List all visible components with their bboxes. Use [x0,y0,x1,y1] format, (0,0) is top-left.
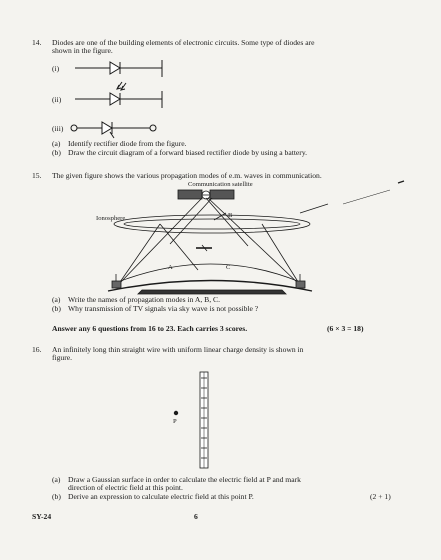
section-marks: (6 × 3 = 18) [327,324,364,333]
q16-sub-a-text-line2: direction of electric field at this point. [68,483,183,492]
point-p-label: P [173,418,177,425]
satellite-label: Communication satellite [188,181,253,188]
footer-page-number: 6 [194,512,198,521]
mode-c-label: C [226,264,231,271]
q14-sub-a-label: (a) [52,139,61,148]
q14-number: 14. [32,38,42,47]
q14-fig-label-i: (i) [52,64,60,73]
q15-sub-a-label: (a) [52,295,61,304]
q15-text-line1: The given figure shows the various propagation modes of e.m. waves in communication. [52,171,322,180]
charged-wire [200,372,208,468]
mode-b-label: B [228,212,233,219]
ionosphere-label: Ionosphere [96,215,126,222]
q15-sub-b-text: Why transmission of TV signals via sky wave is not possible ? [68,304,259,313]
q14-fig-label-iii: (iii) [52,124,64,133]
q16-text-line2: figure. [52,353,73,362]
q14-sub-a-text: Identify rectifier diode from the figure. [68,139,187,148]
point-p-dot [174,411,178,415]
q15-sub-a-text: Write the names of propagation modes in A, B, C. [68,295,220,304]
q14-text-line2: shown in the figure. [52,46,113,55]
footer-code: SY-24 [32,512,52,521]
q16-sub-b-text: Derive an expression to calculate electric field at this point P. [68,492,254,501]
q15-sub-b-label: (b) [52,304,61,313]
section-instruction: Answer any 6 questions from 16 to 23. Each carries 3 scores. [52,324,248,333]
q16-text-line1: An infinitely long thin straight wire with uniform linear charge density is shown in [52,345,304,354]
q15-number: 15. [32,171,42,180]
q14-fig-label-ii: (ii) [52,95,62,104]
q16-marks: (2 + 1) [370,492,391,501]
q14-sub-b-label: (b) [52,148,61,157]
q14-sub-b-text: Draw the circuit diagram of a forward biased rectifier diode by using a battery. [68,148,308,157]
mode-a-label: A [168,264,173,271]
q14-text-line1: Diodes are one of the building elements of electronic circuits. Some type of diodes are [52,38,315,47]
q16-sub-a-label: (a) [52,475,61,484]
q16-sub-a-text-line1: Draw a Gaussian surface in order to calculate the electric field at P and mark [68,475,301,484]
q16-sub-b-label: (b) [52,492,61,501]
q16-number: 16. [32,345,42,354]
